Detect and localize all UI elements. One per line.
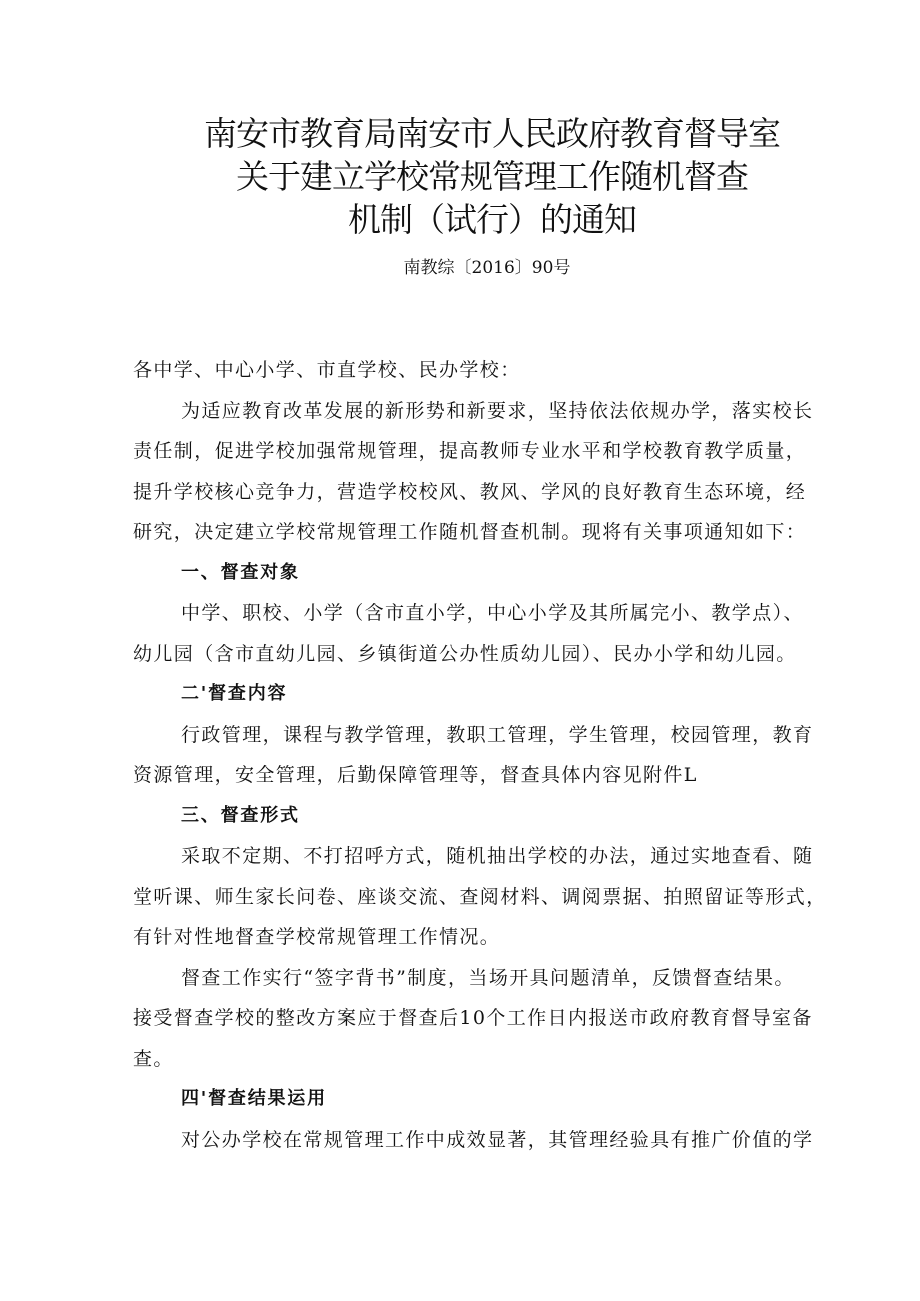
intro-line-2: 责任制，促进学校加强常规管理，提高教师专业水平和学校教育教学质量， bbox=[133, 440, 807, 462]
section-3-line-2: 堂听课、师生家长问卷、座谈交流、查阅材料、调阅票据、拍照留证等形式， bbox=[133, 885, 827, 908]
section-3-para2-line-2: 接受督查学校的整改方案应于督查后10个工作日内报送市政府教育督导室备 bbox=[133, 1007, 813, 1029]
section-2-heading: 二'督查内容 bbox=[181, 683, 288, 704]
section-2-line-1: 行政管理，课程与教学管理，教职工管理，学生管理，校园管理，教育 bbox=[181, 723, 814, 746]
intro-line-1: 为适应教育改革发展的新形势和新要求，坚持依法依规办学，落实校长 bbox=[181, 399, 814, 422]
intro-line-3: 提升学校核心竞争力，营造学校校风、教风、学风的良好教育生态环境，经 bbox=[133, 480, 807, 503]
section-4-line-1: 对公办学校在常规管理工作中成效显著，其管理经验具有推广价值的学 bbox=[181, 1128, 814, 1151]
title-line-3: 机制（试行）的通知 bbox=[348, 200, 636, 239]
section-1-heading: 一、督查对象 bbox=[181, 561, 300, 583]
section-1-line-2: 幼儿园（含市直幼儿园、乡镇街道公办性质幼儿园）、民办小学和幼儿园。 bbox=[133, 642, 797, 665]
section-4-heading: 四'督查结果运用 bbox=[181, 1088, 327, 1109]
addressee: 各中学、中心小学、市直学校、民办学校： bbox=[133, 359, 521, 381]
document-body bbox=[133, 350, 853, 1160]
title-line-1: 南安市教育局南安市人民政府教育督导室 bbox=[204, 114, 780, 153]
section-3-para2-line-1: 督查工作实行“签字背书”制度，当场开具问题清单，反馈督查结果。 bbox=[181, 966, 795, 989]
intro-line-4: 研究，决定建立学校常规管理工作随机督查机制。现将有关事项通知如下： bbox=[133, 521, 807, 543]
section-2-line-2: 资源管理，安全管理，后勤保障管理等，督查具体内容见附件L bbox=[133, 764, 698, 786]
document-title bbox=[0, 112, 920, 241]
section-3-heading: 三、督查形式 bbox=[181, 804, 300, 826]
section-1-line-1: 中学、职校、小学（含市直小学，中心小学及其所属完小、教学点）、 bbox=[181, 602, 804, 624]
section-3-para2-line-3: 查。 bbox=[133, 1047, 174, 1070]
section-3-line-3: 有针对性地督查学校常规管理工作情况。 bbox=[133, 926, 501, 948]
document-number: 南教综〔2016〕90号 bbox=[403, 258, 571, 278]
title-line-2: 关于建立学校常规管理工作随机督查 bbox=[236, 157, 748, 196]
section-3-line-1: 采取不定期、不打招呼方式，随机抽出学校的办法，通过实地查看、随 bbox=[181, 845, 814, 867]
